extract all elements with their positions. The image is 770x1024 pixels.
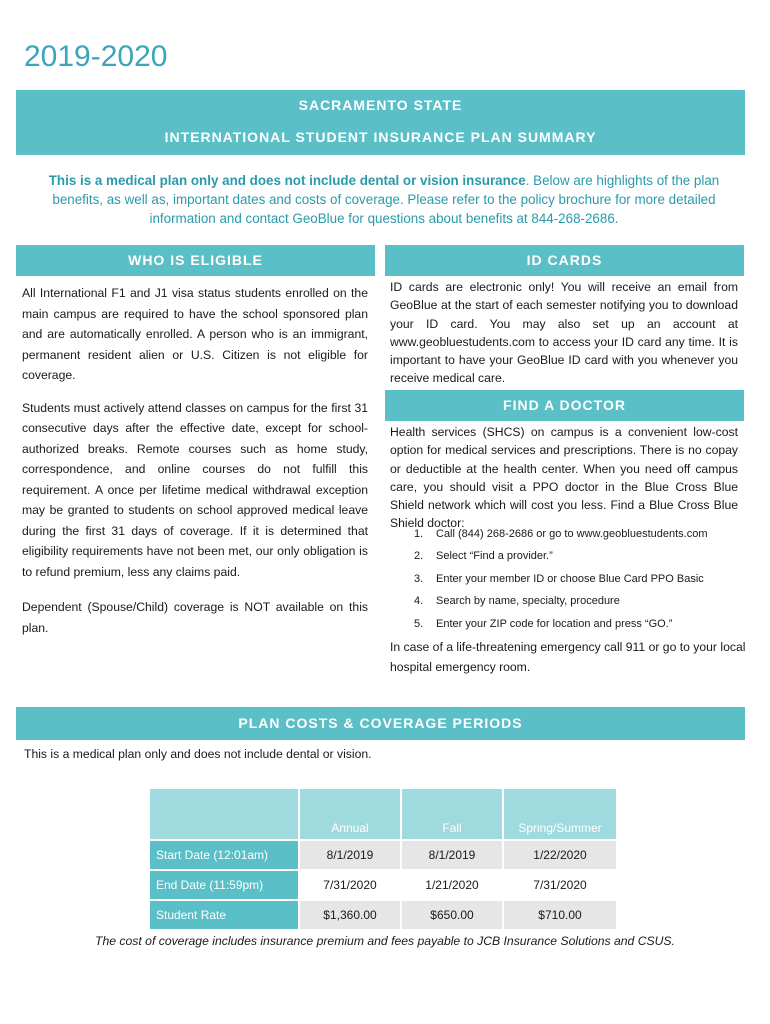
document-year: 2019-2020 — [24, 40, 168, 73]
banner-school: SACRAMENTO STATE — [298, 97, 463, 113]
doctor-text: Health services (SHCS) on campus is a convenient low-cost option for medical services and prescriptions. There is no copay or deductible at the health center. When you need off campus care, you should visit a PPO doctor in the Blue Cross Blue Shield network which will cost you less. Find a Blue Cross Blue Shield doctor: — [390, 425, 738, 531]
table-cell: 8/1/2019 — [400, 839, 502, 869]
table-cell: $650.00 — [400, 899, 502, 929]
eligible-header: WHO IS ELIGIBLE — [16, 245, 375, 276]
intro-paragraph — [28, 171, 740, 228]
table-cell: 1/22/2020 — [502, 839, 616, 869]
eligible-paragraph-3: Dependent (Spouse/Child) coverage is NOT available on this plan. — [22, 600, 368, 635]
banner-title: INTERNATIONAL STUDENT INSURANCE PLAN SUMMARY — [164, 129, 597, 145]
step-text: Enter your ZIP code for location and press “GO.” — [436, 617, 673, 630]
column-header-fall: Fall — [400, 789, 502, 839]
row-label-start-date: Start Date (12:01am) — [150, 839, 298, 869]
costs-note: This is a medical plan only and does not include dental or vision. — [24, 747, 372, 761]
eligible-paragraph-2: Students must actively attend classes on campus for the first 31 consecutive days after the effective date, except for school-authorized breaks. Remote courses such as home study, correspondence, and online courses do not fulfill this requirement. A once per lifetime medical withdrawal exception may be granted to students on school approved medical leave during the first 31 days of coverage. If it is determined that eligibility requirements have not been met, our only obligation is to refund premium, less any claims paid. — [22, 400, 368, 579]
emergency-note: In case of a life-threatening emergency call 911 or go to your local hospital emergency room. — [390, 640, 746, 674]
row-label-end-date: End Date (11:59pm) — [150, 869, 298, 899]
idcards-text: ID cards are electronic only! You will receive an email from GeoBlue at the start of each semester notifying you to download your ID card. You may also set up an account at www.geobluestudents.com to access your ID card any time. It is important to have your GeoBlue ID card with you whenever you receive medical care. — [390, 280, 738, 386]
step-number: 3. — [414, 572, 424, 585]
list-item — [390, 526, 708, 548]
costs-header: PLAN COSTS & COVERAGE PERIODS — [16, 707, 745, 740]
row-label-student-rate: Student Rate — [150, 899, 298, 929]
step-text: Select “Find a provider.” — [436, 550, 553, 563]
table-header-row — [150, 789, 616, 839]
list-item — [390, 548, 708, 570]
eligible-paragraph-1: All International F1 and J1 visa status students enrolled on the main campus are required to have the school sponsored plan and are automatically enrolled. A person who is an immigrant, permanent resident alien or U.S. Citizen is not eligible for coverage. — [22, 286, 368, 382]
column-header-annual: Annual — [298, 789, 400, 839]
eligible-section — [22, 283, 368, 638]
list-item — [390, 616, 708, 638]
step-number: 1. — [414, 528, 424, 540]
doctor-steps-list — [390, 526, 708, 638]
intro-bold: This is a medical plan only and does not include dental or vision insurance — [48, 173, 526, 188]
step-text: Enter your member ID or choose Blue Card PPO Basic — [436, 572, 704, 585]
table-cell: 8/1/2019 — [298, 839, 400, 869]
step-text: Call (844) 268-2686 or go to www.geobluestudents.com — [436, 528, 708, 540]
table-cell: $1,360.00 — [298, 899, 400, 929]
step-number: 5. — [414, 617, 424, 630]
table-corner-cell — [150, 789, 298, 839]
table-row — [150, 899, 616, 929]
table-row — [150, 869, 616, 899]
list-item — [390, 593, 708, 615]
costs-table — [150, 789, 616, 929]
doctor-header: FIND A DOCTOR — [385, 390, 744, 421]
list-item — [390, 571, 708, 593]
step-number: 4. — [414, 595, 424, 608]
costs-footnote: The cost of coverage includes insurance premium and fees payable to JCB Insurance Solutions and CSUS. — [95, 934, 675, 948]
table-cell: 7/31/2020 — [298, 869, 400, 899]
step-text: Search by name, specialty, procedure — [436, 595, 620, 608]
table-cell: 1/21/2020 — [400, 869, 502, 899]
title-banner — [16, 90, 745, 155]
table-cell: $710.00 — [502, 899, 616, 929]
intro-rest: . Below are highlights of the plan benefits, as well as, important dates and costs of coverage. Please refer to the policy brochure for more detailed information and contact GeoBlue for questions about benefits at 844-268-2686. — [52, 173, 720, 226]
table-row — [150, 839, 616, 869]
idcards-header: ID CARDS — [385, 245, 744, 276]
step-number: 2. — [414, 550, 424, 563]
table-cell: 7/31/2020 — [502, 869, 616, 899]
column-header-spring-summer: Spring/Summer — [502, 789, 616, 839]
